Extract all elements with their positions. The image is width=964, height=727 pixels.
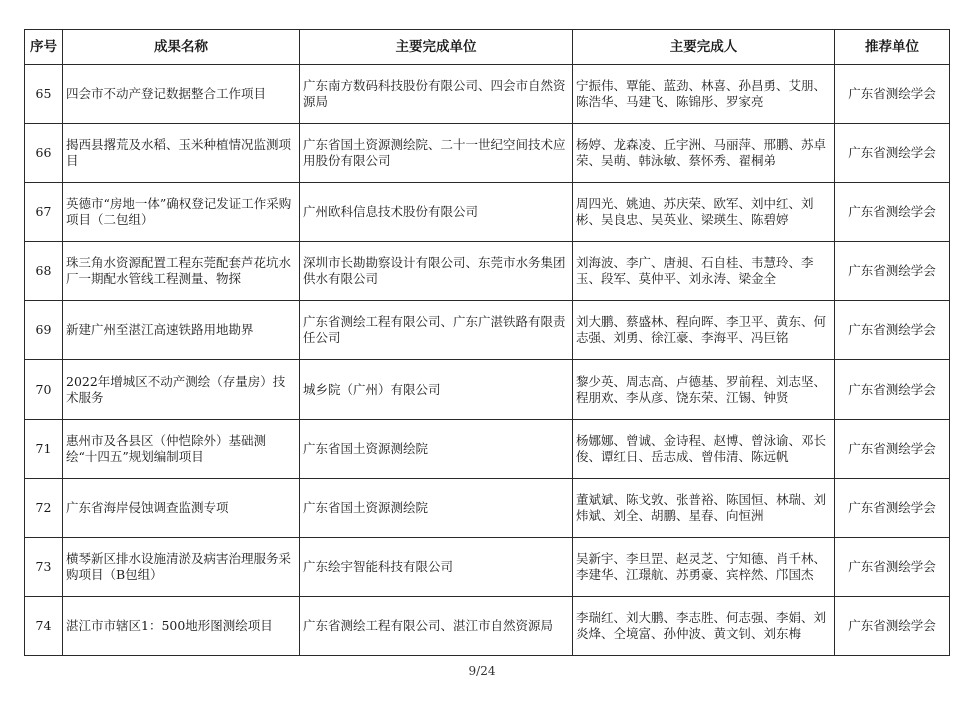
cell-recommender: 广东省测绘学会 [835,242,950,301]
cell-recommender: 广东省测绘学会 [835,65,950,124]
cell-people: 杨婷、龙森凌、丘宇洲、马丽萍、邢鹏、苏卓荣、吴萌、韩泳敏、蔡怀秀、翟桐弟 [573,124,835,183]
cell-unit: 广东绘宇智能科技有限公司 [300,537,573,596]
table-row [25,301,950,360]
cell-name: 湛江市市辖区1：500地形图测绘项目 [63,596,300,655]
cell-unit: 城乡院（广州）有限公司 [300,360,573,419]
cell-no: 68 [25,242,63,301]
cell-people: 周四光、姚迪、苏庆荣、欧军、刘中红、刘彬、吴良忠、吴英业、梁瑛生、陈碧婷 [573,183,835,242]
header-unit: 主要完成单位 [300,30,573,65]
cell-name: 广东省海岸侵蚀调查监测专项 [63,478,300,537]
cell-unit: 广州欧科信息技术股份有限公司 [300,183,573,242]
cell-unit: 广东省测绘工程有限公司、湛江市自然资源局 [300,596,573,655]
cell-name: 揭西县撂荒及水稻、玉米种植情况监测项目 [63,124,300,183]
cell-recommender: 广东省测绘学会 [835,537,950,596]
table-header-row [25,30,950,65]
cell-no: 71 [25,419,63,478]
table-row [25,183,950,242]
cell-no: 74 [25,596,63,655]
cell-people: 董斌斌、陈戈敦、张普裕、陈国恒、林瑞、刘炜斌、刘全、胡鹏、星春、向恒洲 [573,478,835,537]
cell-name: 珠三角水资源配置工程东莞配套芦花坑水厂一期配水管线工程测量、物探 [63,242,300,301]
cell-name: 四会市不动产登记数据整合工作项目 [63,65,300,124]
cell-people: 吴新宇、李旦罡、赵灵芝、宁知德、肖千林、李建华、江璟航、苏勇豪、宾梓然、邝国杰 [573,537,835,596]
cell-name: 横琴新区排水设施清淤及病害治理服务采购项目（B包组） [63,537,300,596]
cell-recommender: 广东省测绘学会 [835,360,950,419]
cell-name: 惠州市及各县区（仲恺除外）基础测绘“十四五”规划编制项目 [63,419,300,478]
awards-table [24,29,950,656]
cell-no: 72 [25,478,63,537]
cell-recommender: 广东省测绘学会 [835,124,950,183]
table-row [25,596,950,655]
table-row [25,360,950,419]
cell-unit: 广东省测绘工程有限公司、广东广湛铁路有限责任公司 [300,301,573,360]
cell-people: 李瑞红、刘大鹏、李志胜、何志强、李娟、刘炎烽、仝境富、孙仲波、黄文钊、刘东梅 [573,596,835,655]
cell-no: 70 [25,360,63,419]
cell-no: 67 [25,183,63,242]
cell-name: 英德市“房地一体”确权登记发证工作采购项目（二包组） [63,183,300,242]
cell-unit: 深圳市长勘勘察设计有限公司、东莞市水务集团供水有限公司 [300,242,573,301]
table-row [25,65,950,124]
header-name: 成果名称 [63,30,300,65]
cell-no: 73 [25,537,63,596]
cell-recommender: 广东省测绘学会 [835,183,950,242]
cell-unit: 广东南方数码科技股份有限公司、四会市自然资源局 [300,65,573,124]
cell-people: 刘大鹏、蔡盛林、程向晖、李卫平、黄东、何志强、刘勇、徐江豪、李海平、冯巨铭 [573,301,835,360]
page-number: 9/24 [468,664,496,678]
cell-recommender: 广东省测绘学会 [835,419,950,478]
cell-unit: 广东省国土资源测绘院 [300,478,573,537]
table-row [25,419,950,478]
table-row [25,242,950,301]
cell-recommender: 广东省测绘学会 [835,596,950,655]
cell-unit: 广东省国土资源测绘院 [300,419,573,478]
header-no: 序号 [25,30,63,65]
cell-unit: 广东省国土资源测绘院、二十一世纪空间技术应用股份有限公司 [300,124,573,183]
table-row [25,124,950,183]
table-row [25,537,950,596]
cell-people: 刘海波、李广、唐昶、石自桂、韦慧玲、李玉、段军、莫仲平、刘永涛、梁金全 [573,242,835,301]
cell-people: 宁振伟、覃能、蓝劲、林喜、孙昌勇、艾朋、陈浩华、马建飞、陈锦彤、罗家亮 [573,65,835,124]
cell-name: 新建广州至湛江高速铁路用地勘界 [63,301,300,360]
table-row [25,478,950,537]
cell-recommender: 广东省测绘学会 [835,478,950,537]
cell-recommender: 广东省测绘学会 [835,301,950,360]
cell-no: 66 [25,124,63,183]
header-people: 主要完成人 [573,30,835,65]
header-recommender: 推荐单位 [835,30,950,65]
cell-people: 黎少英、周志高、卢德基、罗前程、刘志坚、程朋欢、李从彦、饶东荣、江锡、钟贤 [573,360,835,419]
cell-name: 2022年增城区不动产测绘（存量房）技术服务 [63,360,300,419]
cell-people: 杨娜娜、曾诚、金诗程、赵博、曾泳谕、邓长俊、谭红日、岳志成、曾伟清、陈远帆 [573,419,835,478]
cell-no: 65 [25,65,63,124]
cell-no: 69 [25,301,63,360]
